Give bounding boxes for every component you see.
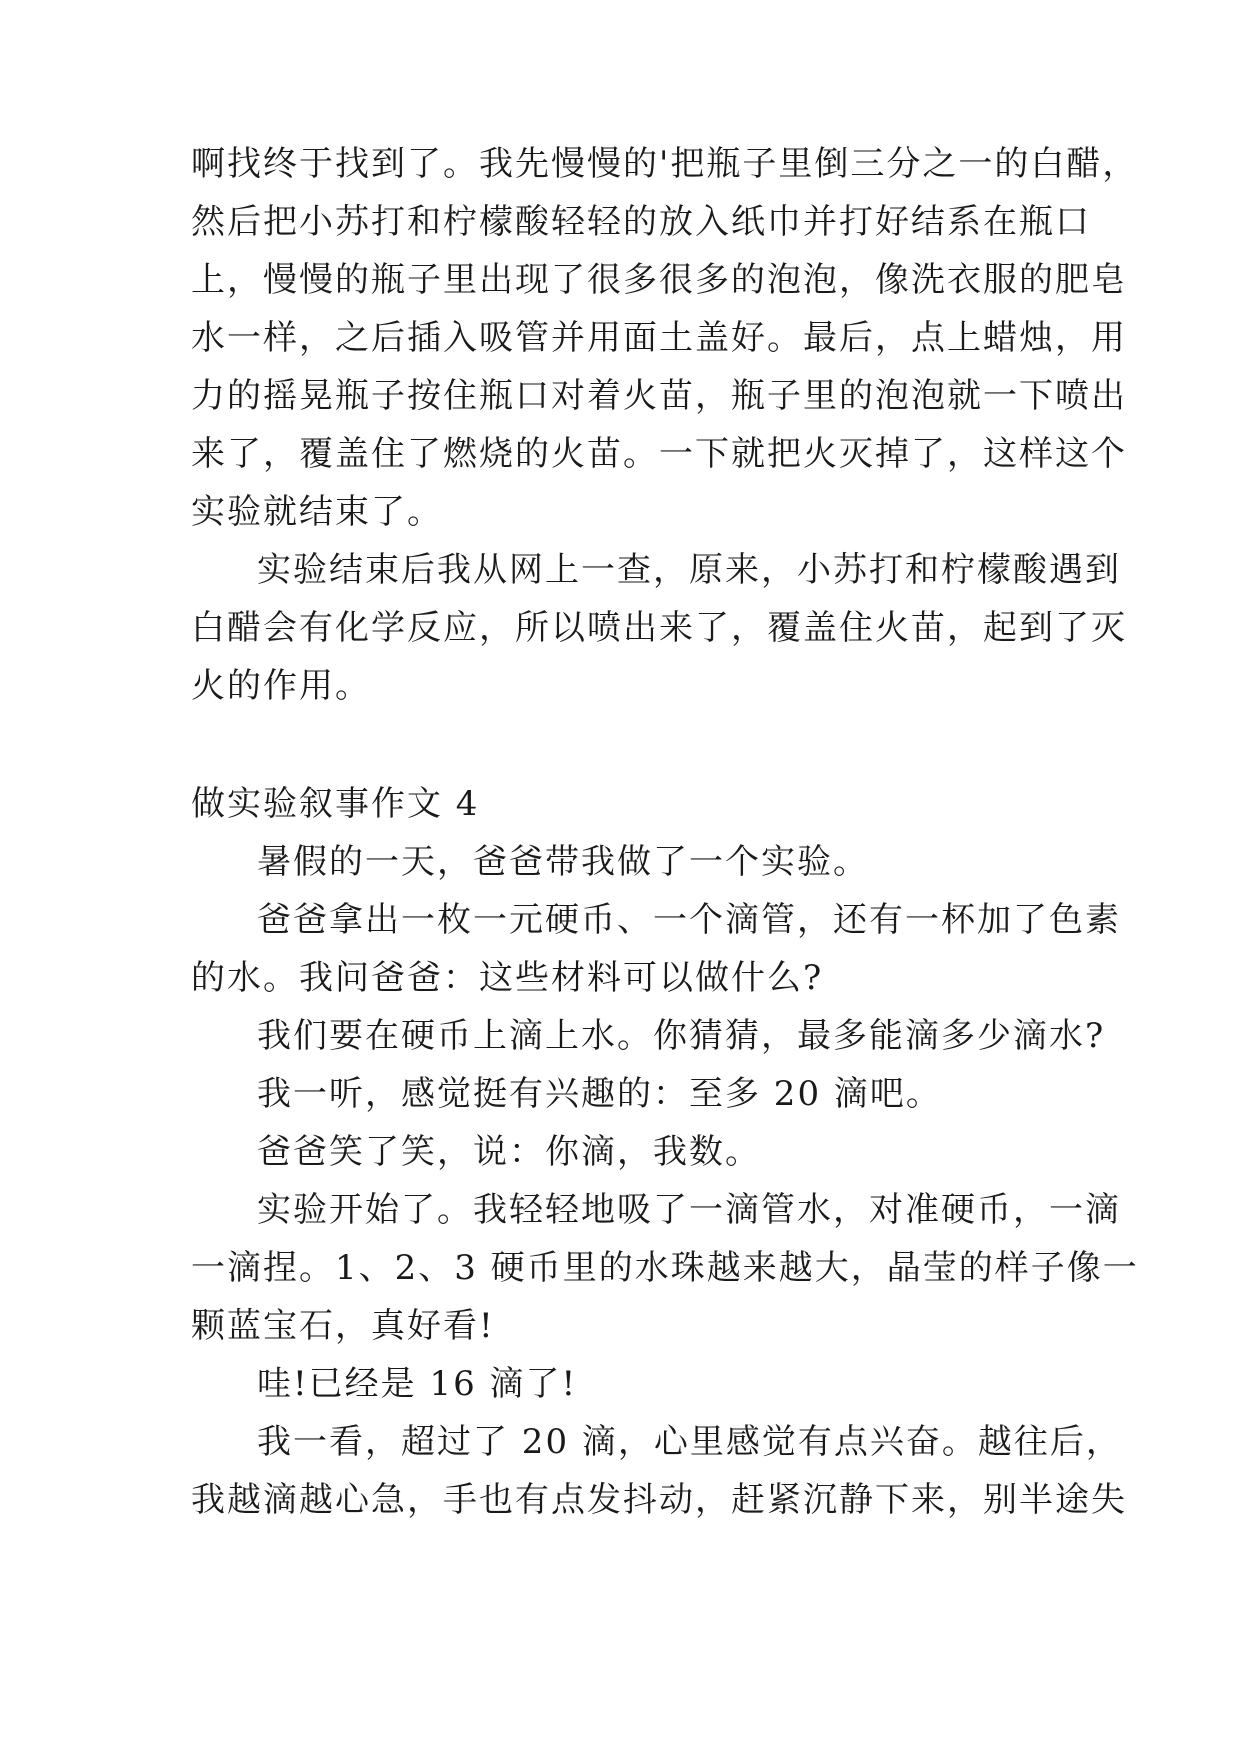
text-line: 暑假的一天，爸爸带我做了一个实验。 [257,842,869,882]
text-line: 我们要在硬币上滴上水。你猜猜，最多能滴多少滴水? [257,1016,1106,1056]
text-line: 爸爸拿出一枚一元硬币、一个滴管，还有一杯加了色素 [257,900,1121,940]
text-line: 颗蓝宝石，真好看! [191,1306,495,1346]
text-line: 啊找终于找到了。我先慢慢的'把瓶子里倒三分之一的白醋， [191,144,1139,184]
text-line: 哇!已经是 16 滴了! [257,1364,578,1404]
text-line: 实验就结束了。 [191,492,443,532]
text-line: 实验开始了。我轻轻地吸了一滴管水，对准硬币，一滴 [257,1190,1121,1230]
text-line: 然后把小苏打和柠檬酸轻轻的放入纸巾并打好结系在瓶口 [191,202,1091,242]
text-line: 我越滴越心急，手也有点发抖动，赶紧沉静下来，别半途失 [191,1480,1127,1520]
text-line: 实验结束后我从网上一查，原来，小苏打和柠檬酸遇到 [257,550,1121,590]
text-line: 白醋会有化学反应，所以喷出来了，覆盖住火苗，起到了灭 [191,608,1127,648]
text-line: 水一样，之后插入吸管并用面土盖好。最后，点上蜡烛，用 [191,318,1127,358]
text-line: 我一看，超过了 20 滴，心里感觉有点兴奋。越往后， [257,1422,1122,1462]
text-line: 力的摇晃瓶子按住瓶口对着火苗，瓶子里的泡泡就一下喷出 [191,376,1127,416]
text-line: 火的作用。 [191,666,371,706]
text-line: 上，慢慢的瓶子里出现了很多很多的泡泡，像洗衣服的肥皂 [191,260,1127,300]
text-line: 的水。我问爸爸：这些材料可以做什么? [191,958,824,998]
text-line: 我一听，感觉挺有兴趣的：至多 20 滴吧。 [257,1074,942,1114]
text-line: 一滴捏。1、2、3 硬币里的水珠越来越大，晶莹的样子像一 [191,1248,1139,1288]
text-line: 来了，覆盖住了燃烧的火苗。一下就把火灭掉了，这样这个 [191,434,1127,474]
text-line: 爸爸笑了笑，说：你滴，我数。 [257,1132,761,1172]
section-heading: 做实验叙事作文 4 [191,784,480,824]
